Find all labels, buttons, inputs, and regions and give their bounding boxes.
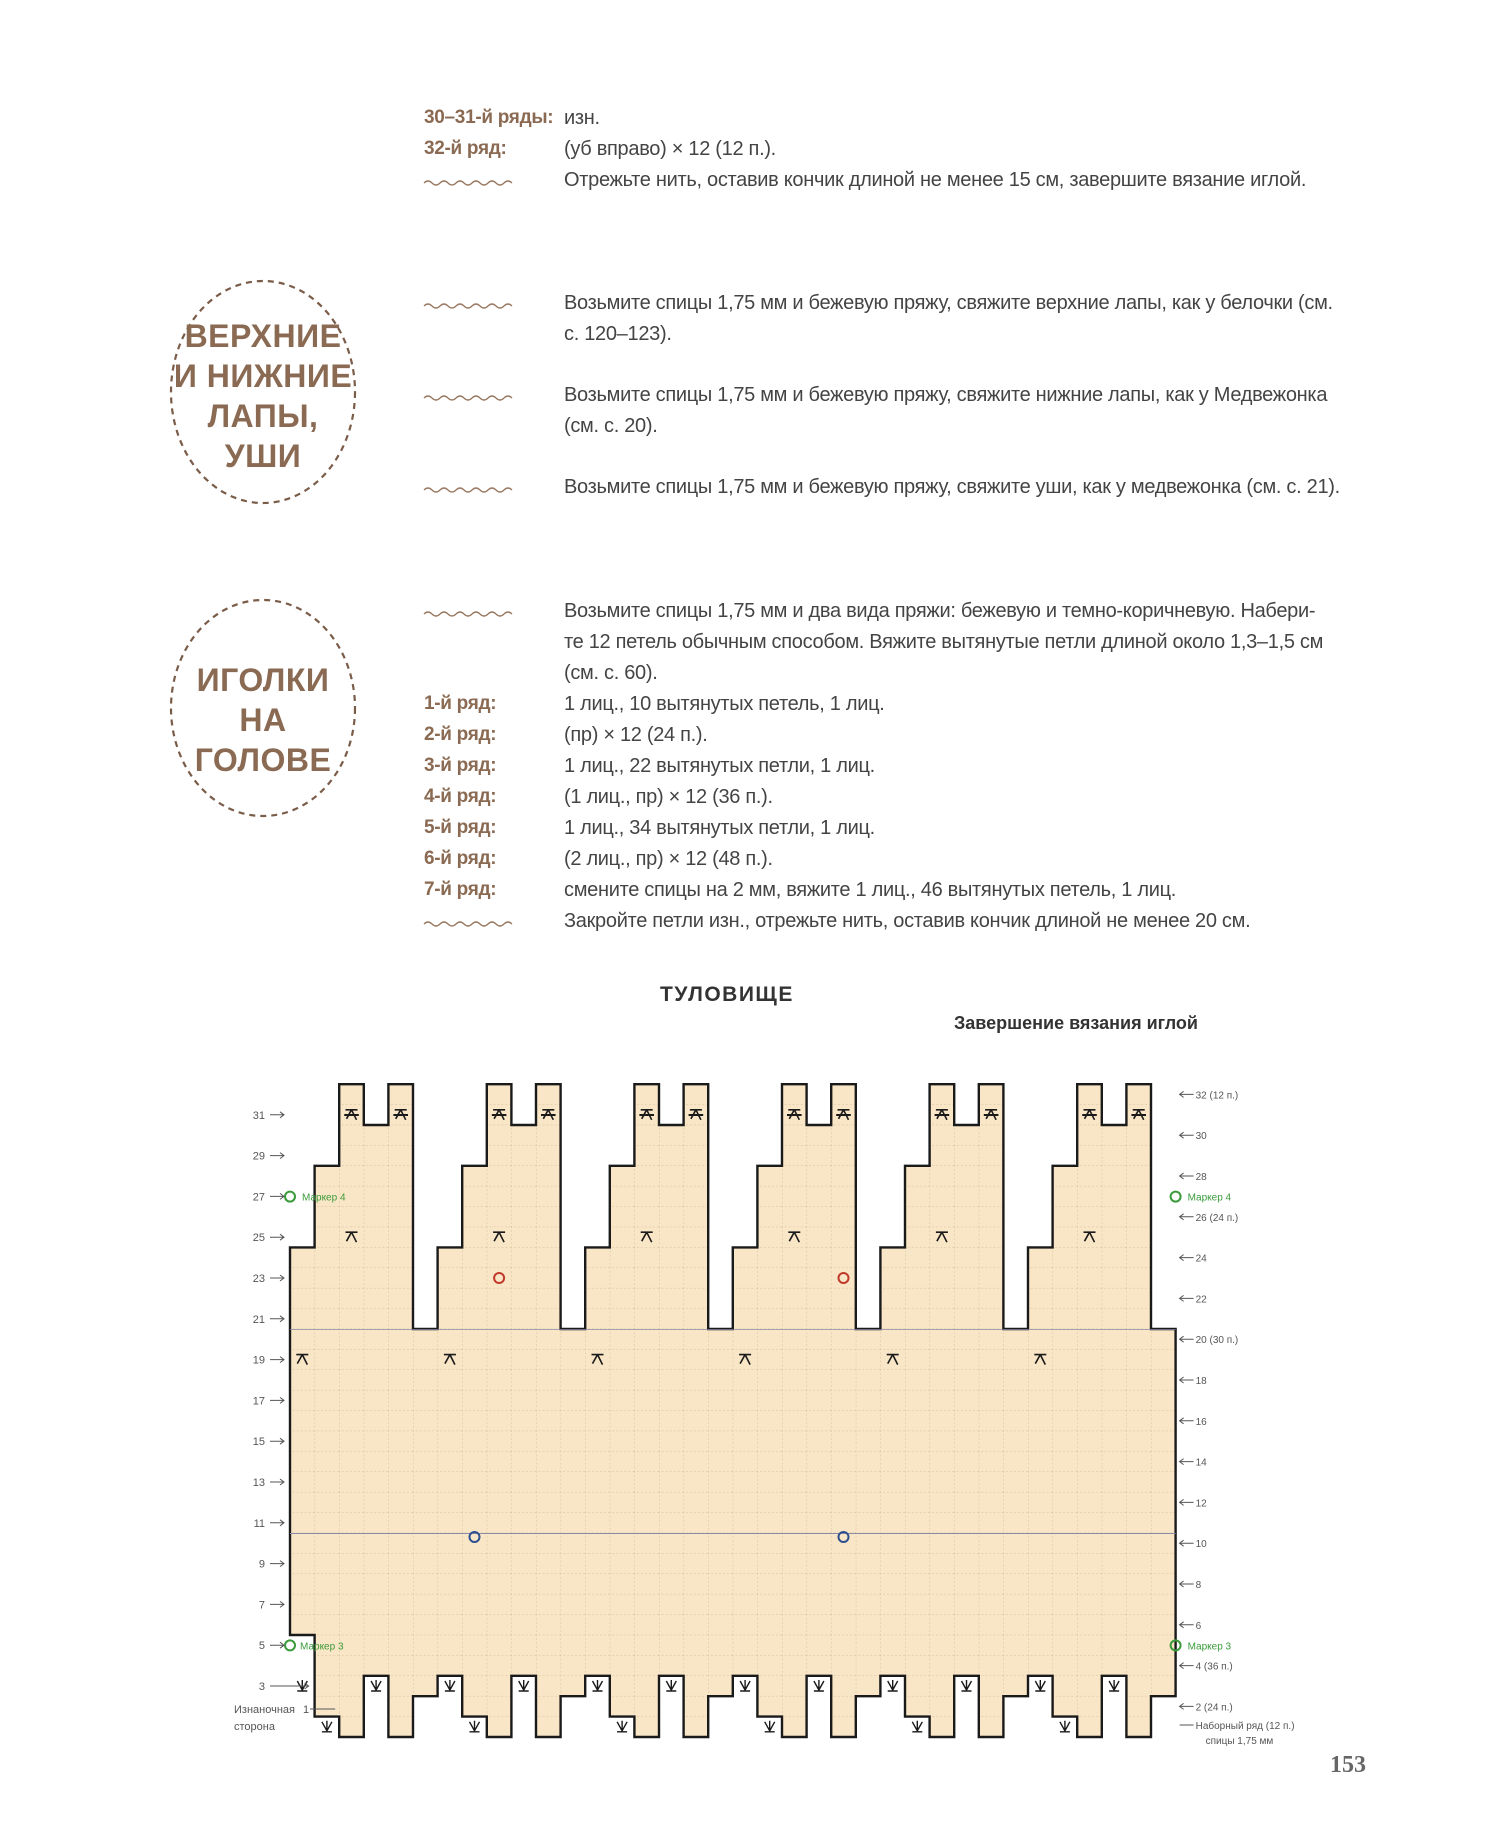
right-row-arrow — [1180, 1540, 1194, 1546]
row-text: Отрежьте нить, оставив кончик длиной не менее 15 см, завершите вязание иглой. — [564, 169, 1307, 191]
increase-symbol — [1109, 1680, 1119, 1691]
spine-row-1 — [424, 689, 1364, 719]
badge-line: УШИ — [224, 438, 302, 474]
instruction-line: Возьмите спицы 1,75 мм и бежевую пряжу, свяжите уши, как у медвежонка (см. с. 21). — [564, 476, 1340, 498]
row-text: Закройте петли изн., отрежьте нить, оставив кончик длиной не менее 20 см. — [564, 910, 1251, 932]
needles-label: спицы 1,75 мм — [1205, 1736, 1274, 1747]
row-30-31 — [424, 103, 1364, 133]
wrong-side-label: сторона — [234, 1721, 275, 1733]
chart-grid — [290, 1084, 1176, 1737]
wrong-side-row-number: 1 — [303, 1704, 310, 1716]
green-marker-circle — [285, 1640, 295, 1650]
left-row-arrow — [270, 1438, 284, 1444]
right-row-arrow — [1180, 1255, 1194, 1261]
row-label: 1-й ряд: — [424, 693, 497, 714]
increase-symbol — [765, 1721, 775, 1732]
left-row-arrow — [270, 1316, 284, 1322]
left-row-arrow — [270, 1153, 284, 1159]
increase-symbol — [593, 1680, 603, 1691]
left-row-arrow — [270, 1520, 284, 1526]
left-row-label: 15 — [252, 1436, 265, 1449]
row-label: 3-й ряд: — [424, 755, 497, 776]
row-text: 1 лиц., 34 вытянутых петли, 1 лиц. — [564, 817, 875, 839]
badge-line: НА ГОЛОВЕ — [194, 702, 332, 778]
increase-symbol — [666, 1680, 676, 1691]
knitting-chart — [0, 1050, 1500, 1747]
increase-symbol — [814, 1680, 824, 1691]
right-row-label: 26 (24 п.) — [1195, 1212, 1239, 1224]
increase-symbol — [1035, 1680, 1045, 1691]
section-badge-head-spines — [168, 598, 358, 818]
row-text: (пр) × 12 (24 п.). — [564, 724, 708, 746]
increase-symbol — [912, 1721, 922, 1732]
right-row-label: 12 — [1195, 1498, 1207, 1510]
left-row-arrow — [270, 1479, 284, 1485]
page-number: 153 — [1330, 1752, 1366, 1778]
instruction-intro — [424, 596, 1364, 689]
right-row-arrow — [1180, 1459, 1194, 1465]
right-row-arrow — [1180, 1622, 1194, 1628]
wrong-side-label: Изнаночная — [234, 1704, 295, 1716]
instruction-line: с. 120–123). — [564, 323, 672, 345]
increase-symbol — [888, 1680, 898, 1691]
left-row-label: 13 — [252, 1477, 265, 1489]
instruction-upper-paws — [424, 288, 1364, 350]
right-row-label: 28 — [1195, 1172, 1207, 1183]
left-row-label: 19 — [252, 1354, 265, 1367]
chart-body — [290, 1084, 1176, 1737]
badge-line: И НИЖНИЕ — [173, 358, 353, 394]
chart-subtitle: Завершение вязания иглой — [954, 1013, 1198, 1033]
increase-symbol — [617, 1721, 627, 1732]
instruction-line: Возьмите спицы 1,75 мм и бежевую пряжу, свяжите нижние лапы, как у Медвежонка — [564, 384, 1328, 406]
chart-title: ТУЛОВИЩЕ — [660, 983, 794, 1006]
badge-line: ВЕРХНИЕ — [184, 318, 342, 354]
left-row-label: 27 — [252, 1191, 265, 1204]
section-badge-paws-ears — [168, 278, 358, 498]
left-row-arrow — [270, 1601, 284, 1607]
wave-icon — [424, 906, 564, 936]
left-row-label: 23 — [252, 1273, 265, 1285]
left-row-label: 3 — [258, 1681, 265, 1693]
spine-row-7 — [424, 875, 1364, 905]
marker-3-label-left: Маркер 3 — [300, 1641, 344, 1653]
left-row-arrow — [270, 1275, 284, 1281]
row-label: 6-й ряд: — [424, 848, 497, 869]
instruction-ears — [424, 472, 1364, 502]
right-row-label: 16 — [1195, 1416, 1207, 1428]
row-text: смените спицы на 2 мм, вяжите 1 лиц., 46 вытянутых петель, 1 лиц. — [564, 879, 1177, 901]
wave-icon — [424, 472, 564, 502]
badge-line: ИГОЛКИ — [196, 662, 330, 698]
instruction-line: (см. с. 60). — [564, 662, 658, 684]
row-text: 1 лиц., 10 вытянутых петель, 1 лиц. — [564, 693, 885, 715]
instruction-lower-paws — [424, 380, 1364, 442]
row-label: 5-й ряд: — [424, 817, 497, 838]
marker-3-label-right: Маркер 3 — [1187, 1641, 1232, 1653]
right-row-label: 30 — [1195, 1131, 1207, 1143]
increase-symbol — [322, 1721, 332, 1732]
left-row-label: 9 — [258, 1558, 265, 1571]
increase-symbol — [445, 1680, 455, 1691]
right-row-arrow — [1180, 1418, 1194, 1424]
instruction-line: Возьмите спицы 1,75 мм и бежевую пряжу, свяжите верхние лапы, как у белочки (см. — [564, 292, 1333, 314]
left-row-arrow — [270, 1234, 284, 1240]
left-row-arrow — [270, 1561, 284, 1567]
left-row-label: 21 — [252, 1313, 265, 1326]
instruction-line: те 12 петель обычным способом. Вяжите вытянутые петли длиной около 1,3–1,5 см — [564, 631, 1324, 653]
row-text: изн. — [564, 107, 600, 129]
left-row-label: 31 — [252, 1109, 265, 1122]
right-row-arrow — [1180, 1581, 1194, 1587]
spine-row-4 — [424, 782, 1364, 812]
marker-4-label-right: Маркер 4 — [1187, 1192, 1232, 1204]
spine-row-5 — [424, 813, 1364, 843]
row-text: (2 лиц., пр) × 12 (48 п.). — [564, 848, 773, 870]
spine-row-2 — [424, 720, 1364, 750]
right-row-label: 14 — [1195, 1457, 1207, 1469]
wave-icon — [424, 380, 564, 410]
wave-icon — [424, 596, 564, 626]
row-label: 30–31-й ряды: — [424, 107, 554, 128]
row-32 — [424, 134, 1364, 164]
row-label: 7-й ряд: — [424, 879, 497, 900]
wave-icon — [424, 165, 564, 195]
green-marker-circle — [1171, 1192, 1181, 1202]
right-row-arrow — [1180, 1173, 1194, 1179]
right-row-arrow — [1180, 1499, 1194, 1505]
row-cut-thread — [424, 165, 1364, 195]
right-row-arrow — [1180, 1703, 1194, 1709]
right-row-arrow — [1180, 1336, 1194, 1342]
left-row-label: 11 — [253, 1517, 265, 1530]
right-row-label: 4 (36 п.) — [1195, 1661, 1233, 1673]
cast-on-label: Наборный ряд (12 п.) — [1195, 1721, 1295, 1732]
left-row-label: 5 — [258, 1640, 265, 1653]
row-label: 4-й ряд: — [424, 786, 497, 807]
left-row-label: 29 — [252, 1150, 265, 1163]
right-row-arrow — [1180, 1132, 1194, 1138]
spine-row-6 — [424, 844, 1364, 874]
spine-row-3 — [424, 751, 1364, 781]
badge-line: ЛАПЫ, — [207, 398, 319, 434]
right-row-label: 6 — [1195, 1620, 1202, 1632]
row-text: 1 лиц., 22 вытянутых петли, 1 лиц. — [564, 755, 875, 777]
increase-symbol — [371, 1680, 381, 1691]
row-text: (1 лиц., пр) × 12 (36 п.). — [564, 786, 773, 808]
right-row-label: 22 — [1195, 1294, 1207, 1306]
instruction-line: (см. с. 20). — [564, 415, 658, 437]
right-row-label: 18 — [1195, 1376, 1207, 1387]
marker-4-label-left: Маркер 4 — [302, 1192, 346, 1204]
right-row-arrow — [1180, 1377, 1194, 1383]
instruction-line: Возьмите спицы 1,75 мм и два вида пряжи: бежевую и темно-коричневую. Набери- — [564, 600, 1316, 622]
right-row-label: 24 — [1195, 1253, 1207, 1265]
left-row-arrow — [270, 1193, 284, 1199]
green-marker-circle — [285, 1192, 295, 1202]
right-row-arrow — [1180, 1091, 1194, 1097]
left-row-arrow — [270, 1642, 284, 1648]
left-row-arrow — [270, 1357, 284, 1363]
right-row-label: 8 — [1195, 1580, 1202, 1591]
right-row-arrow — [1180, 1663, 1194, 1669]
left-row-label: 25 — [252, 1232, 265, 1245]
right-row-arrow — [1180, 1214, 1194, 1220]
left-row-arrow — [270, 1112, 284, 1118]
row-label: 32-й ряд: — [424, 138, 507, 159]
left-row-label: 17 — [252, 1395, 265, 1408]
increase-symbol — [740, 1680, 750, 1691]
row-text: (уб вправо) × 12 (12 п.). — [564, 138, 776, 160]
right-row-label: 20 (30 п.) — [1195, 1335, 1239, 1347]
increase-symbol — [1060, 1721, 1070, 1732]
right-row-label: 10 — [1195, 1539, 1207, 1551]
right-row-label: 32 (12 п.) — [1195, 1090, 1239, 1102]
instruction-closing — [424, 906, 1364, 936]
right-row-label: 2 (24 п.) — [1195, 1702, 1233, 1714]
increase-symbol — [962, 1680, 972, 1691]
increase-symbol — [470, 1721, 480, 1732]
left-row-arrow — [270, 1397, 284, 1403]
wave-icon — [424, 288, 564, 318]
left-row-label: 7 — [258, 1599, 265, 1612]
right-row-arrow — [1180, 1295, 1194, 1301]
increase-symbol — [519, 1680, 529, 1691]
row-label: 2-й ряд: — [424, 724, 497, 745]
